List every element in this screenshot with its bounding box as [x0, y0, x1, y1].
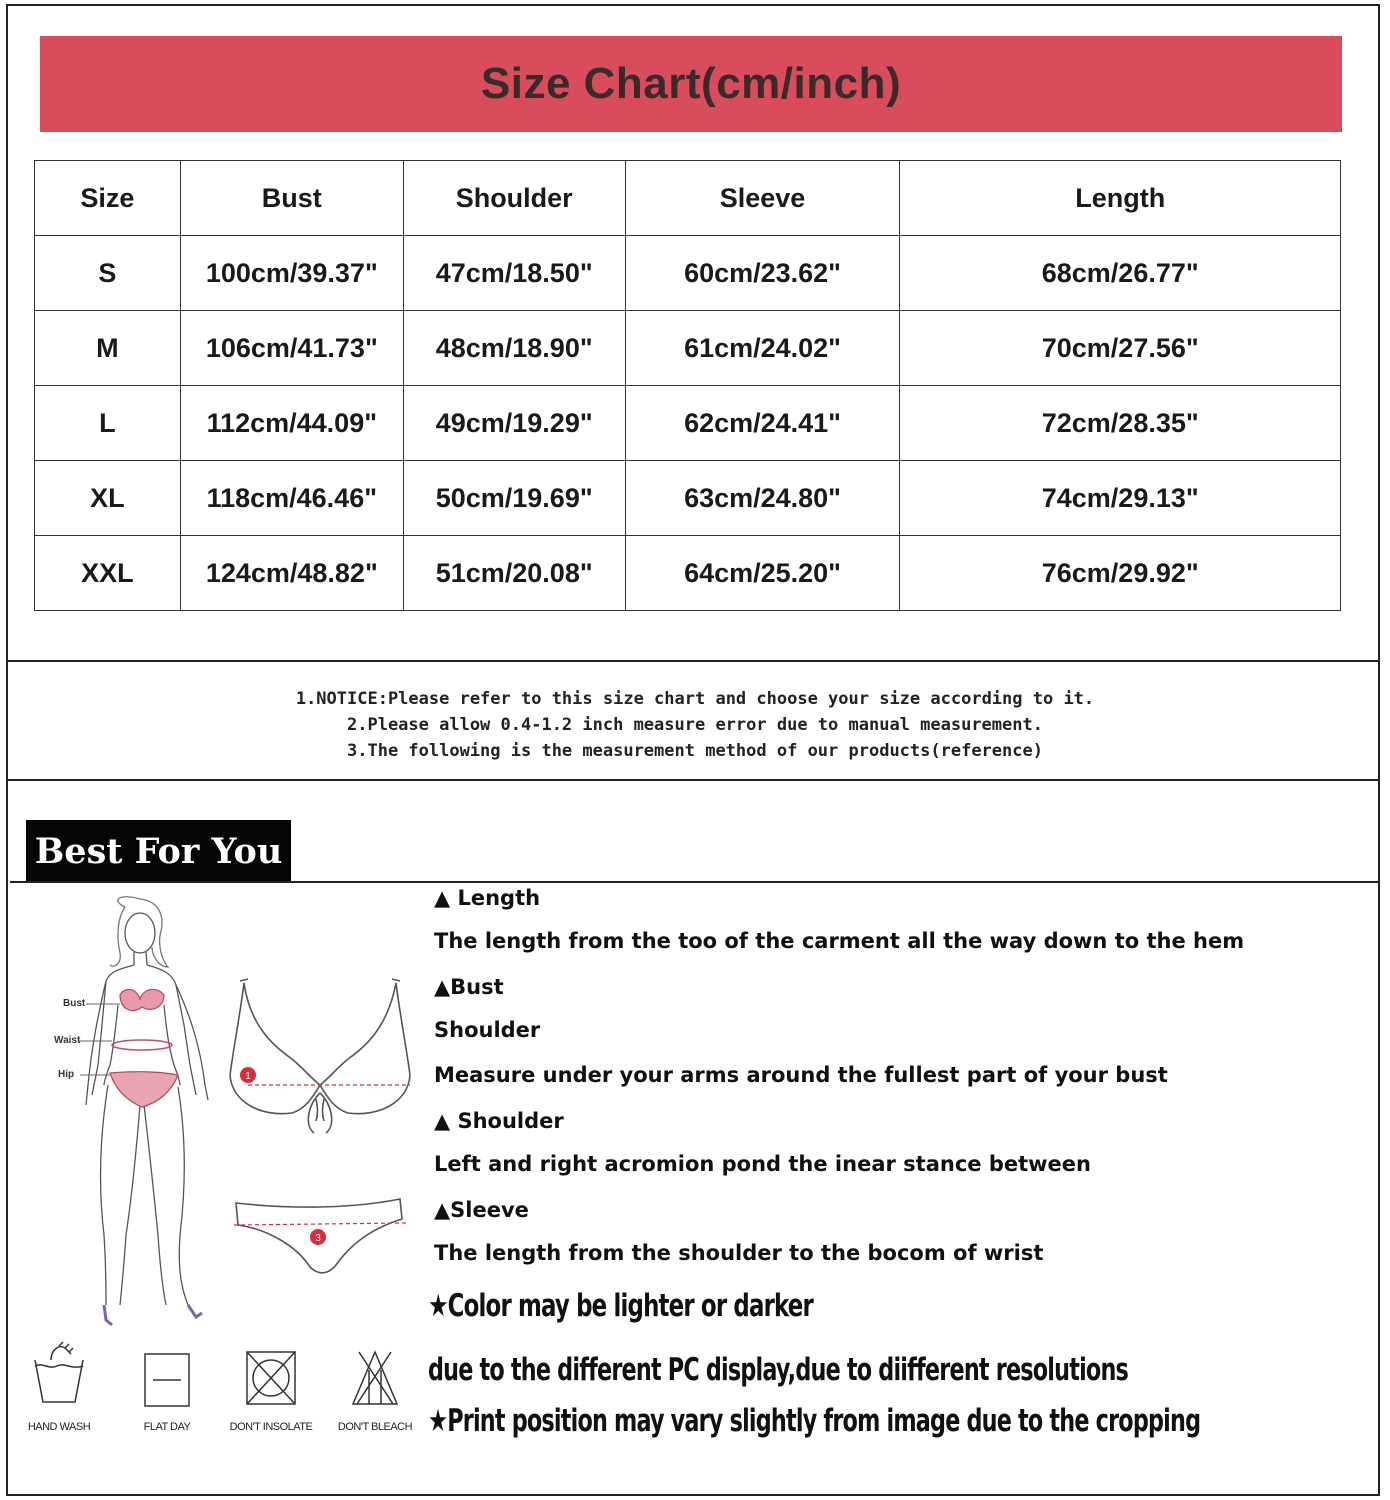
cell-bust: 106cm/41.73" [180, 311, 403, 386]
length-description: The length from the too of the carment all the way down to the hem [434, 929, 1245, 953]
cell-shoulder: 50cm/19.69" [403, 461, 625, 536]
size-chart-table [34, 160, 1341, 611]
cell-shoulder: 48cm/18.90" [403, 311, 625, 386]
cell-length: 68cm/26.77" [900, 236, 1341, 311]
display-note: due to the different PC display,due to diifferent resolutions [428, 1352, 1129, 1388]
cell-size: XXL [35, 536, 181, 611]
cell-length: 76cm/29.92" [900, 536, 1341, 611]
cell-bust: 124cm/48.82" [180, 536, 403, 611]
color-note: ★Color may be lighter or darker [428, 1288, 813, 1324]
dont-insolate-icon [241, 1340, 301, 1408]
woman-figure-illustration [40, 895, 230, 1330]
hand-wash-icon [29, 1340, 89, 1408]
best-underline [10, 881, 1378, 883]
sleeve-heading: ▲Sleeve [434, 1198, 529, 1222]
sleeve-description: The length from the shoulder to the bocom of wrist [434, 1241, 1044, 1265]
waist-label: Waist [54, 1035, 81, 1046]
cell-sleeve: 60cm/23.62" [625, 236, 900, 311]
cell-sleeve: 62cm/24.41" [625, 386, 900, 461]
page-title: Size Chart(cm/inch) [480, 59, 902, 108]
section-divider [6, 660, 1380, 662]
table-row [35, 536, 1341, 611]
cell-size: L [35, 386, 181, 461]
header-size: Size [35, 161, 181, 236]
flat-dry-icon [137, 1340, 197, 1408]
cell-sleeve: 64cm/25.20" [625, 536, 900, 611]
cell-length: 72cm/28.35" [900, 386, 1341, 461]
cell-bust: 100cm/39.37" [180, 236, 403, 311]
cell-shoulder: 47cm/18.50" [403, 236, 625, 311]
cell-length: 70cm/27.56" [900, 311, 1341, 386]
title-banner [40, 36, 1342, 132]
hip-label: Hip [58, 1069, 75, 1080]
cell-shoulder: 49cm/19.29" [403, 386, 625, 461]
dont-insolate-label: DON'T INSOLATE [229, 1421, 313, 1433]
best-for-you-label: Best For You [34, 830, 283, 872]
cell-bust: 112cm/44.09" [180, 386, 403, 461]
cell-size: M [35, 311, 181, 386]
marker-1-label: 1 [245, 1071, 251, 1082]
bust-subheading: Shoulder [434, 1018, 541, 1042]
cell-size: S [35, 236, 181, 311]
table-header-row [35, 161, 1341, 236]
cell-sleeve: 61cm/24.02" [625, 311, 900, 386]
header-bust: Bust [180, 161, 403, 236]
cell-sleeve: 63cm/24.80" [625, 461, 900, 536]
bust-label: Bust [63, 998, 86, 1009]
dont-bleach-icon [345, 1340, 405, 1408]
bikini-top-diagram [222, 975, 417, 1140]
cell-shoulder: 51cm/20.08" [403, 536, 625, 611]
bikini-bottom-diagram [230, 1195, 410, 1280]
notice-line: 2.Please allow 0.4-1.2 inch measure error due to manual measurement. [347, 715, 1043, 735]
table-row [35, 311, 1341, 386]
marker-3-label: 3 [315, 1233, 321, 1244]
print-note: ★Print position may vary slightly from image due to the cropping [428, 1403, 1201, 1439]
table-row [35, 236, 1341, 311]
section-divider [6, 779, 1380, 781]
notice-block [0, 686, 1390, 764]
shoulder-heading: ▲ Shoulder [434, 1109, 564, 1133]
care-hand-wash [14, 1340, 104, 1433]
bust-heading: ▲Bust [434, 975, 504, 999]
shoulder-description: Left and right acromion pond the inear stance between [434, 1152, 1091, 1176]
header-shoulder: Shoulder [403, 161, 625, 236]
header-length: Length [900, 161, 1341, 236]
cell-bust: 118cm/46.46" [180, 461, 403, 536]
table-row [35, 386, 1341, 461]
table-row [35, 461, 1341, 536]
cell-size: XL [35, 461, 181, 536]
dont-bleach-label: DON'T BLEACH [337, 1421, 413, 1433]
best-for-you-tab [26, 820, 291, 882]
notice-line: 3.The following is the measurement method of our products(reference) [347, 741, 1043, 761]
care-flat-dry [122, 1340, 212, 1433]
cell-length: 74cm/29.13" [900, 461, 1341, 536]
care-dont-bleach [330, 1340, 420, 1433]
notice-line: 1.NOTICE:Please refer to this size chart and choose your size according to it. [295, 689, 1095, 709]
header-sleeve: Sleeve [625, 161, 900, 236]
length-heading: ▲ Length [434, 886, 541, 910]
flat-dry-label: FLAT DAY [143, 1421, 191, 1433]
hand-wash-label: HAND WASH [27, 1421, 91, 1433]
bust-description: Measure under your arms around the fullest part of your bust [434, 1063, 1168, 1087]
care-dont-insolate [226, 1340, 316, 1433]
